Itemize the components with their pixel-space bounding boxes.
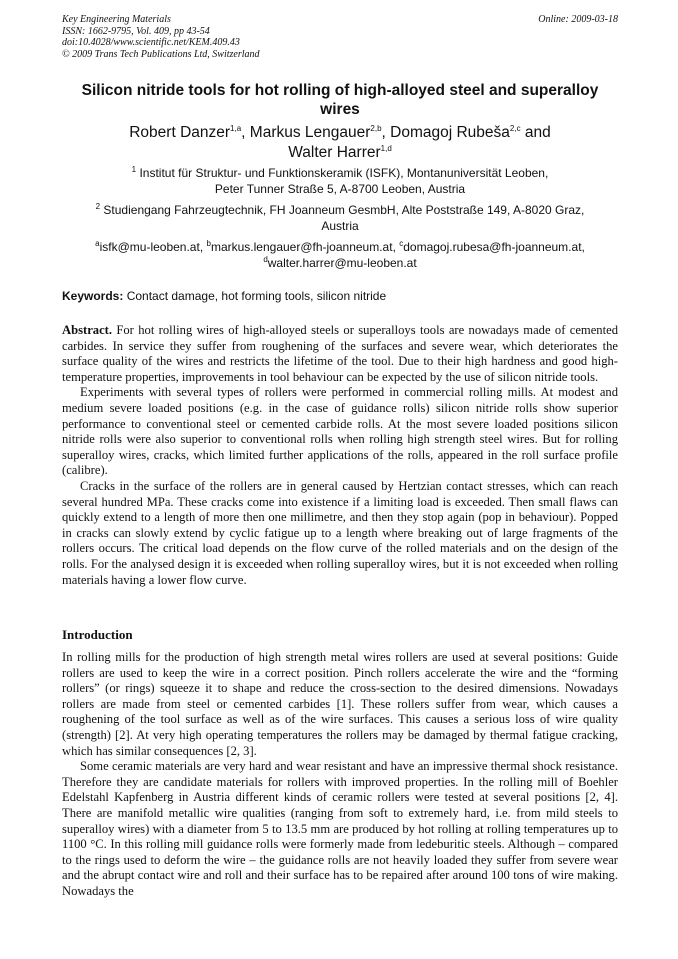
keywords-label: Keywords: [62, 289, 124, 303]
online-date: Online: 2009-03-18 [538, 14, 618, 25]
affiliation-number: 1 [131, 165, 137, 174]
affiliation-line: Studiengang Fahrzeugtechnik, FH Joanneum GesmbH, Alte Poststraße 149, A-8020 Graz, [103, 203, 585, 217]
affiliation-1 [62, 165, 618, 197]
author-sup: 1,a [230, 123, 242, 133]
abstract [62, 323, 618, 588]
email-link[interactable]: walter.harrer@mu-leoben.at [267, 256, 417, 270]
author-name: Walter Harrer [288, 144, 381, 161]
abstract-paragraph: Experiments with several types of rollers were performed in commercial rolling mills. At modest and medium severe loaded positions (e.g. in the case of guidance rolls) silicon nitride rolls show superior performance to conventional steel or cemented carbide rolls. At the most severe loaded positions silicon nitride rolls were also superior to conventional rolls when rolling high strength steel wires. But for rolling superalloy wires, cracks, which limited further applications of the rolls, appeared in the roll surface profile (calibre). [62, 385, 618, 478]
email-link[interactable]: domagoj.rubesa@fh-joanneum.at, [403, 240, 585, 254]
abstract-text: For hot rolling wires of high-alloyed steels or superalloys tools are nowadays made of cemented carbides. In service they suffer from roughening of the surfaces and severe wear, which deteriorates the surface quality of the wires and restricts the lifetime of the tool. Due to their high hardness and good high-temperature properties, improvements in tool behaviour can be expected by the use of silicon nitride tools. [62, 323, 618, 384]
email-link[interactable]: isfk@mu-leoben.at, [99, 240, 207, 254]
author-name: Markus Lengauer [249, 124, 371, 141]
author-sup: 1,d [380, 143, 392, 153]
copyright: © 2009 Trans Tech Publications Ltd, Switzerland [62, 48, 260, 60]
affiliation-line: Austria [321, 219, 359, 233]
affiliation-2 [62, 202, 618, 234]
introduction [62, 650, 618, 900]
abstract-label: Abstract. [62, 323, 113, 337]
journal-name: Key Engineering Materials [62, 14, 171, 25]
email-sup: a [95, 239, 100, 248]
section-heading: Introduction [62, 627, 133, 642]
author-sep: , [381, 124, 391, 141]
author-sup: 2,c [509, 123, 521, 133]
email-sup: c [399, 239, 404, 248]
author-name: Domagoj Rubeša [390, 124, 510, 141]
affiliation-number: 2 [95, 202, 101, 211]
affiliation-line: Peter Tunner Straße 5, A-8700 Leoben, Austria [214, 182, 466, 196]
affiliation-line: Institut für Struktur- und Funktionskeramik (ISFK), Montanuniversität Leoben, [139, 166, 549, 180]
paper-title: Silicon nitride tools for hot rolling of high-alloyed steel and superalloy wires [81, 82, 599, 118]
email-link[interactable]: markus.lengauer@fh-joanneum.at, [210, 240, 400, 254]
doi: doi:10.4028/www.scientific.net/KEM.409.43 [62, 37, 240, 48]
journal-header [62, 14, 618, 60]
email-sup: b [206, 239, 211, 248]
abstract-paragraph: Cracks in the surface of the rollers are in general caused by Hertzian contact stresses, which can reach several hundred MPa. These cracks come into existence if a limiting load is exceeded. Then small flaws can quickly extend to a length of more then one millimetre, and then they stop again (pop in behaviour). Popped in cracks can slowly extend by cyclic fatigue up to a length where breaking out of large fragments of the rollers occurs. The critical load depends on the flow curve of the rolled materials and on the design of the rolls. For the analysed design it is exceeded when rolling superalloy wires, but it is not exceeded when rolling materials having a lower flow curve. [62, 478, 618, 587]
author-sep: and [520, 124, 551, 141]
email-sup: d [263, 255, 268, 264]
keywords-text: Contact damage, hot forming tools, silicon nitride [123, 289, 387, 303]
author-sep: , [241, 124, 250, 141]
issn: ISSN: 1662-9795, Vol. 409, pp 43-54 [62, 25, 210, 37]
keywords [62, 288, 618, 304]
intro-paragraph: In rolling mills for the production of high strength metal wires rollers are used at several positions: Guide rollers are used to keep the wire in a correct position. Pinch rollers accelerate the wire and the “forming rollers” (or rings) squeeze it to shape and reduce the cross-section to the desired dimensions. Nowadays rollers are made from steel or cemented carbides [1]. These rollers suffer from wear, which causes a roughening of the tool surface as well as of the wire surfaces. This causes a serious loss of wire quality (strength) [2]. At very high operating temperatures the rollers may be damaged by thermal fatigue cracking, which has similar consequences [2, 3]. [62, 650, 618, 758]
author-name: Robert Danzer [129, 124, 231, 141]
abstract-paragraph [62, 323, 618, 385]
intro-paragraph: Some ceramic materials are very hard and wear resistant and have an impressive thermal shock resistance. Therefore they are candidate materials for rollers with improved properties. In the rolling mill of Boehler Edelstahl Kapfenberg in Austria different kinds of ceramic rollers were tested at several positions [2, 4]. There are manifold metallic wire qualities (ranging from soft to extremely hard, i.e. from mild steels to superalloy wires) with a diameter from 5 to 13.5 mm are produced by hot rolling at rolling temperatures up to 1100 °C. In this rolling mill guidance rolls were formerly made from ledeburitic steels. Although – compared to the rings used to deform the wire – the guidance rolls are not heavily loaded they suffer from severe wear and the abrupt contact wire and roll and their surface has to be repaired after around 100 tons of wire making. Nowadays the [62, 759, 618, 898]
author-list [62, 123, 618, 163]
email-list [62, 239, 618, 271]
author-sup: 2,b [370, 123, 382, 133]
